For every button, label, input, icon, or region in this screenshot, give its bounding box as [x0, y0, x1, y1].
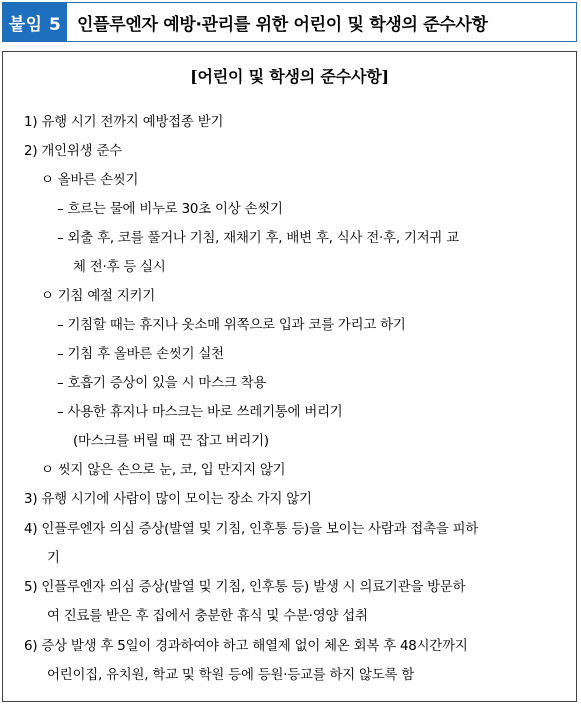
list-item: – 호흡기 증상이 있을 시 마스크 착용: [57, 376, 267, 391]
list-item: 1) 유행 시기 전까지 예방접종 받기: [24, 115, 224, 130]
list-item: 기: [47, 551, 60, 566]
page-header: [2, 2, 577, 42]
list-item: – 기침 후 올바른 손씻기 실천: [57, 347, 224, 362]
list-item: 6) 증상 발생 후 5일이 경과하여야 하고 해열제 없이 체온 회복 후 48시간까지: [24, 639, 468, 654]
attachment-tag: 붙임 5: [3, 3, 67, 41]
box-title: [어린이 및 학생의 준수사항]: [190, 67, 389, 86]
list-item: – 사용한 휴지나 마스크는 바로 쓰레기통에 버리기: [57, 405, 343, 420]
list-item: 5) 인플루엔자 의심 증상(발열 및 기침, 인후통 등) 발생 시 의료기관을 방문하: [24, 580, 466, 595]
list-item: 3) 유행 시기에 사람이 많이 모이는 장소 가지 않기: [24, 492, 312, 507]
list-item: – 흐르는 물에 비누로 30초 이상 손씻기: [57, 202, 283, 217]
list-item: (마스크를 버릴 때 끈 잡고 버리기): [73, 434, 269, 449]
list-item: – 기침할 때는 휴지나 옷소매 위쪽으로 입과 코를 가리고 하기: [57, 318, 406, 333]
page-title: 인플루엔자 예방·관리를 위한 어린이 및 학생의 준수사항: [77, 14, 488, 35]
list-item: 2) 개인위생 준수: [24, 144, 122, 159]
list-item: 어린이집, 유치원, 학교 및 학원 등에 등원·등교를 하지 않도록 함: [47, 668, 415, 683]
guidelines-box: [2, 51, 577, 702]
list-item: – 외출 후, 코를 풀거나 기침, 재채기 후, 배변 후, 식사 전·후, 기저귀 교: [57, 231, 459, 246]
list-item: ㅇ 올바른 손씻기: [41, 173, 139, 188]
list-item: 체 전·후 등 실시: [73, 260, 166, 275]
list-item: 4) 인플루엔자 의심 증상(발열 및 기침, 인후통 등)을 보이는 사람과 접촉을 피하: [24, 522, 479, 537]
list-item: 여 진료를 받은 후 집에서 충분한 휴식 및 수분·영양 섭취: [47, 609, 368, 624]
list-item: ㅇ 기침 예절 지키기: [41, 289, 156, 304]
list-item: ㅇ 씻지 않은 손으로 눈, 코, 입 만지지 않기: [41, 463, 286, 478]
